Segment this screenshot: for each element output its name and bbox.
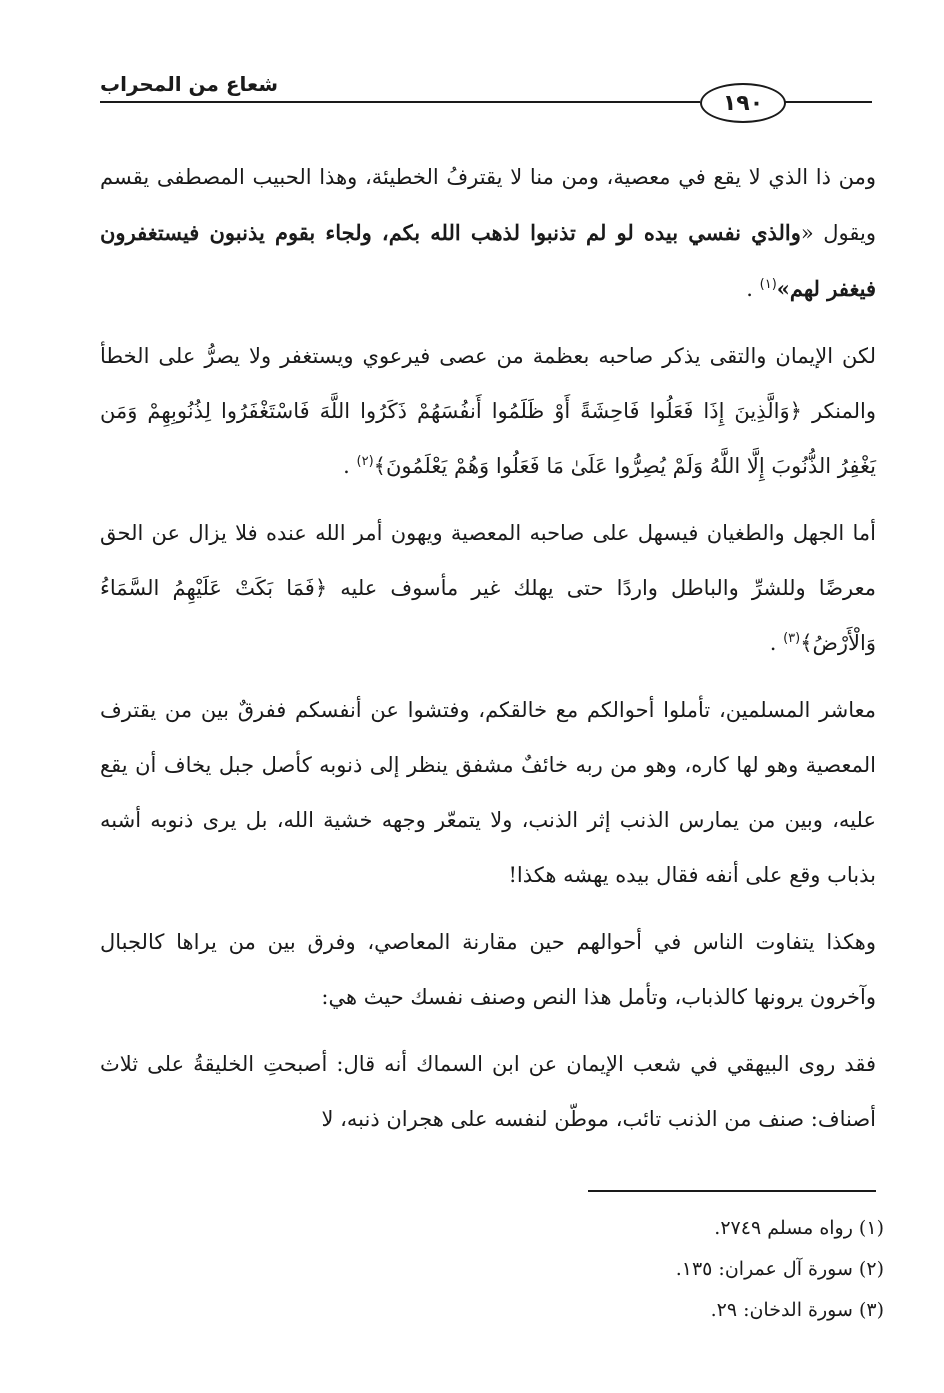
paragraph-text: أما الجهل والطغيان فيسهل على صاحبه المعصية ويهون أمر الله عنده فلا يزال عن الحق معرضًا وللشرِّ والباطل واردًا حتى يهلك غير مأسوف عليه <box>100 521 876 600</box>
footnote-1: (١) رواه مسلم ٢٧٤٩. <box>714 1217 884 1239</box>
quran-verse: ﴿فَمَا بَكَتْ عَلَيْهِمُ السَّمَاءُ وَالْأَرْضُ﴾ <box>100 576 876 655</box>
quote-mark: » <box>776 276 790 301</box>
hadith-quote: والذي نفسي بيده لو لم تذنبوا لذهب الله بكم، ولجاء بقوم يذنبون فيستغفرون فيغفر لهم <box>100 220 876 301</box>
running-title: شعاع من المحراب <box>100 72 279 96</box>
header-rule <box>782 101 872 103</box>
footnote-3: (٣) سورة الدخان: ٢٩. <box>710 1299 884 1321</box>
paragraph-1 <box>100 150 876 317</box>
page-number: ١٩٠ <box>700 83 786 123</box>
footnote-ref: (٢) <box>356 454 374 469</box>
paragraph-3 <box>100 506 876 671</box>
paragraph-4: معاشر المسلمين، تأملوا أحوالكم مع خالقكم، وفتشوا عن أنفسكم ففرقٌ بين من يقترف المعصية وهو لها كاره، وهو من ربه خائفٌ مشفق ينظر إلى ذنوبه كأصل جبل يخاف أن يقع عليه، وبين من يمارس الذنب إثر الذنب، ولا يتمعّر وجهه خشية الله، بل يرى ذنوبه أشبه بذباب وقع على أنفه فقال بيده يهشه هكذا! <box>100 698 876 887</box>
paragraph-5: وهكذا يتفاوت الناس في أحوالهم حين مقارنة المعاصي، وفرق بين من يراها كالجبال وآخرون يرونها كالذباب، وتأمل هذا النص وصنف نفسك حيث هي: <box>100 930 876 1009</box>
header-rule <box>100 101 700 103</box>
footnote-ref: (٣) <box>783 631 801 646</box>
paragraph-end: . <box>746 277 760 301</box>
paragraph-end: . <box>769 631 784 655</box>
footnote-separator <box>588 1190 876 1192</box>
paragraph-text: ومن ذا الذي لا يقع في معصية، ومن منا لا يقترفُ الخطيئة، وهذا الحبيب المصطفى يقسم ويقول « <box>100 165 876 245</box>
footnote-2: (٢) سورة آل عمران: ١٣٥. <box>675 1258 884 1280</box>
footnote-ref: (١) <box>759 277 777 292</box>
main-text <box>100 150 876 1159</box>
paragraph-end: . <box>343 454 357 478</box>
footnotes <box>100 1208 884 1331</box>
quran-verse: ﴿وَالَّذِينَ إِذَا فَعَلُوا فَاحِشَةً أَوْ ظَلَمُوا أَنفُسَهُمْ ذَكَرُوا اللَّهَ فَاسْتَغْفَرُوا لِذُنُوبِهِمْ وَمَن يَغْفِرُ الذُّنُوبَ إِلَّا اللَّهُ وَلَمْ يُصِرُّوا عَلَىٰ مَا فَعَلُوا وَهُمْ يَعْلَمُونَ﴾ <box>100 399 876 478</box>
paragraph-2 <box>100 329 876 494</box>
paragraph-text: لكن الإيمان والتقى يذكر صاحبه بعظمة من عصى فيرعوي ويستغفر ولا يصرُّ على الخطأ والمنكر <box>100 344 876 423</box>
paragraph-6: فقد روى البيهقي في شعب الإيمان عن ابن السماك أنه قال: أصبحتِ الخليقةُ على ثلاث أصناف: صنف من الذنب تائب، موطّن لنفسه على هجران ذنبه، لا <box>100 1052 876 1131</box>
